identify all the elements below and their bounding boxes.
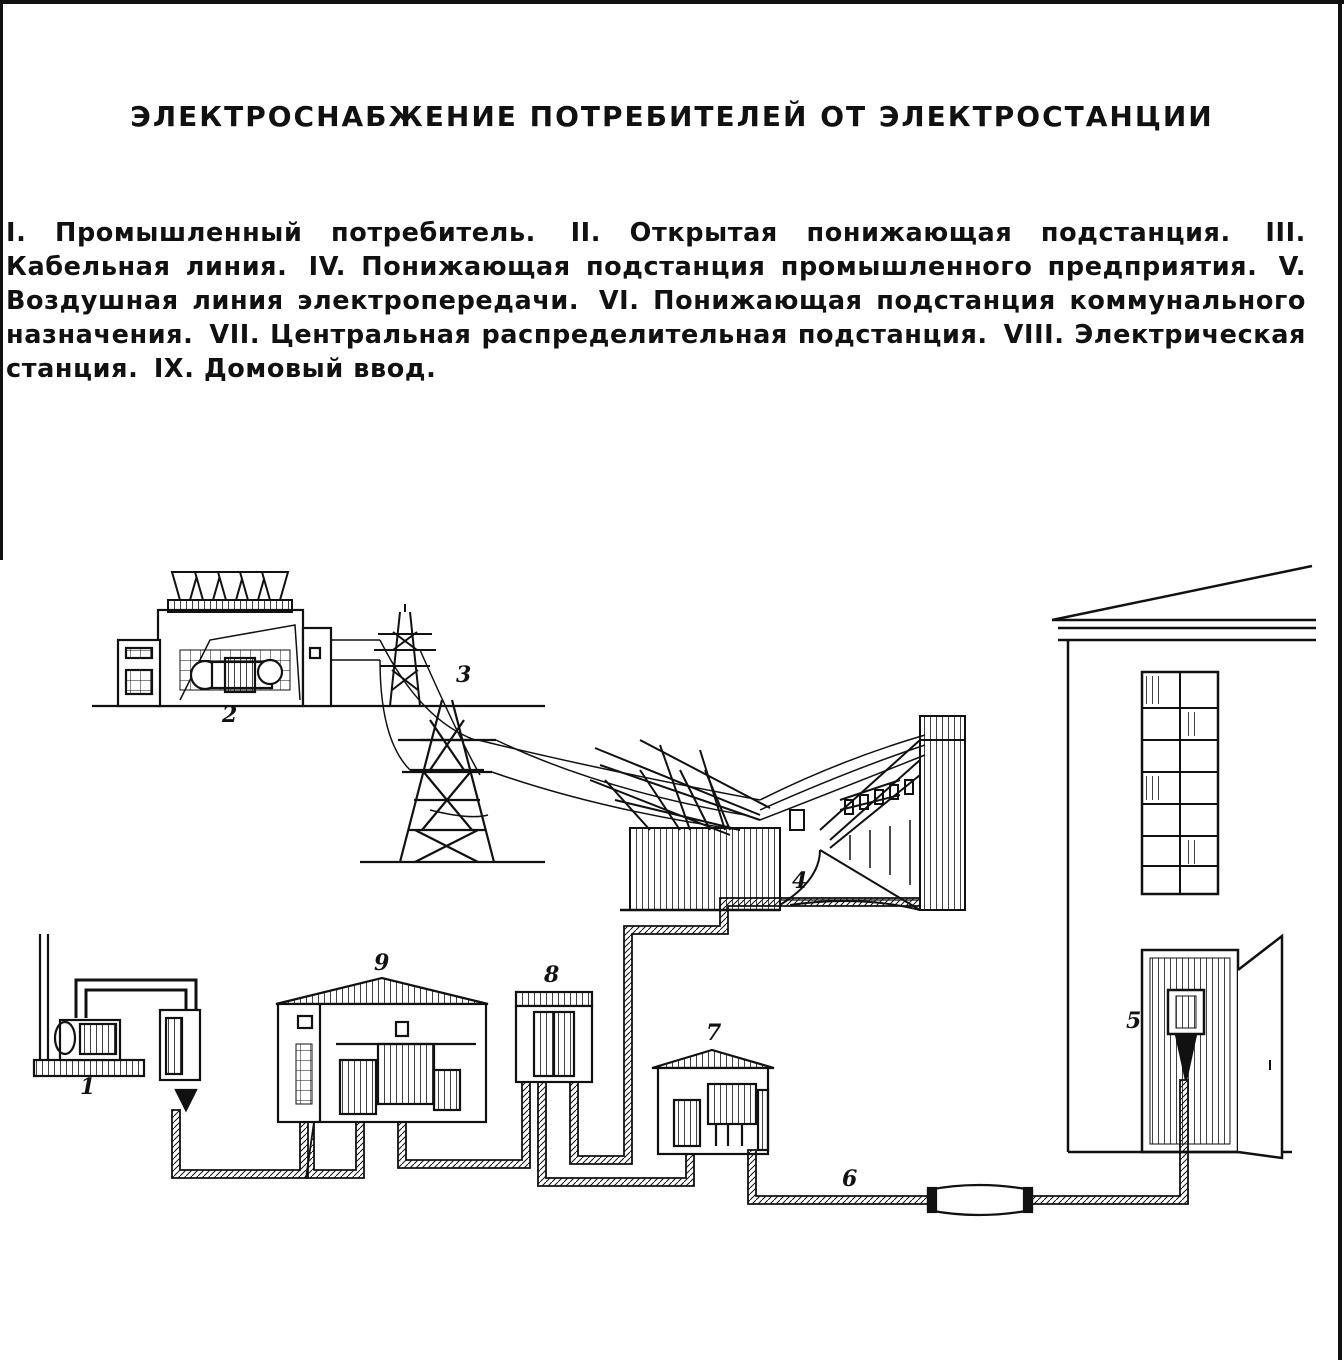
label-district-substation: 7 [706, 1020, 722, 1046]
power-station [92, 572, 545, 706]
industrial-consumer [34, 934, 200, 1110]
legend-item-3: III. Кабельная линия. [6, 218, 1306, 282]
legend-item-9: IX. Домовый ввод. [153, 354, 437, 384]
house-building [1052, 566, 1316, 1158]
label-industrial-substation: 9 [374, 950, 390, 976]
label-central-substation: 8 [544, 962, 560, 988]
turbine-generator [191, 658, 282, 692]
label-house-entry: 5 [1126, 1008, 1142, 1034]
legend-item-7: VII. Центральная распределительная подстанция. [209, 320, 988, 350]
label-transmission-line: 3 [456, 662, 472, 688]
transmission-tower-near [374, 604, 436, 706]
substation-building [780, 716, 965, 910]
open-substation [590, 740, 780, 910]
page-title: ЭЛЕКТРОСНАБЖЕНИЕ ПОТРЕБИТЕЛЕЙ ОТ ЭЛЕКТРОСТАНЦИИ [130, 100, 1214, 133]
legend-item-6: VI. Понижающая подстанция коммунального назначения. [6, 286, 1306, 350]
label-industrial-consumer: 1 [80, 1074, 96, 1100]
chimneys [168, 572, 292, 612]
legend-item-1: I. Промышленный потребитель. [6, 218, 536, 248]
industrial-substation [276, 978, 488, 1122]
legend-item-4: IV. Понижающая подстанция промышленного предприятия. [308, 252, 1258, 282]
label-open-substation: 4 [792, 868, 808, 894]
district-substation [652, 1050, 774, 1154]
label-power-station: 2 [222, 702, 238, 728]
label-cable-line: 6 [842, 1166, 858, 1192]
legend-item-5: V. Воздушная линия электропередачи. [6, 252, 1306, 316]
central-substation [516, 992, 592, 1082]
legend-item-2: II. Открытая понижающая подстанция. [570, 218, 1231, 248]
cable-joint [928, 1185, 1032, 1215]
legend-item-8: VIII. Электрическая станция. [6, 320, 1306, 384]
